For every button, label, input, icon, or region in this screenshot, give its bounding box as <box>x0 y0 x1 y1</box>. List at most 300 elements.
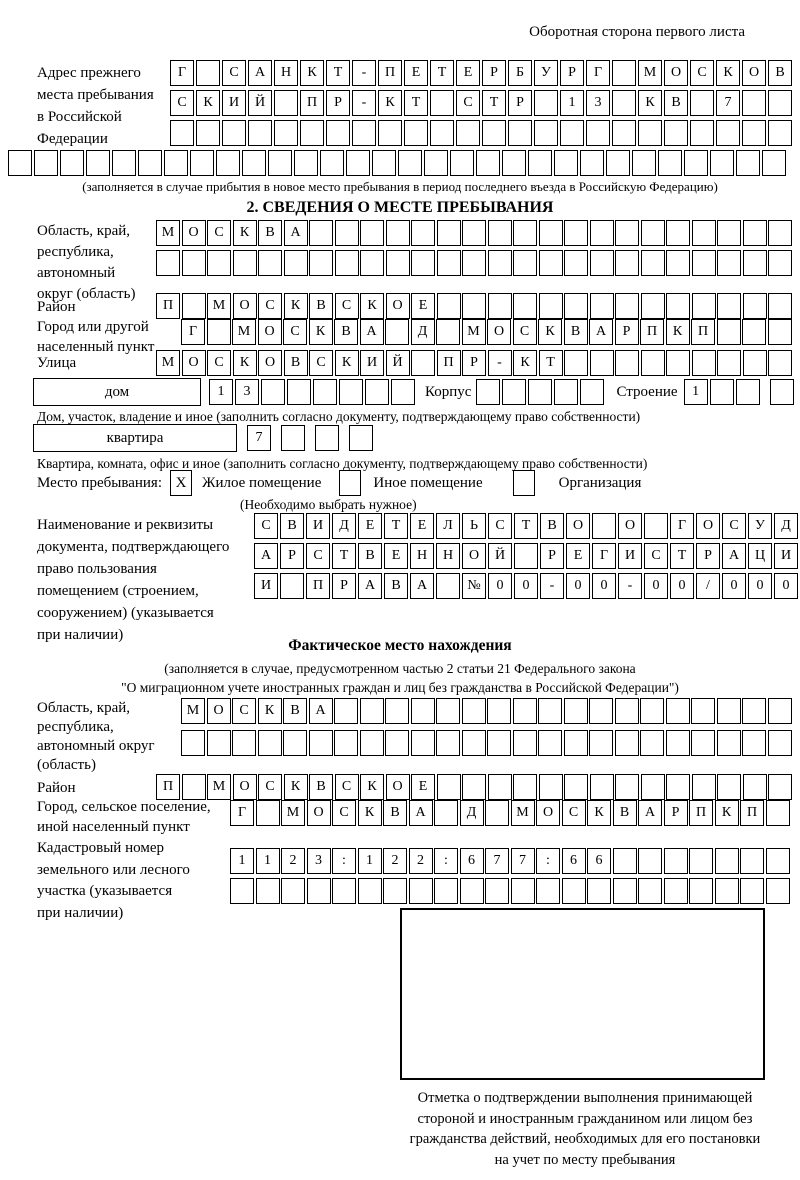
checkbox-organization[interactable] <box>513 470 535 496</box>
char-cell[interactable]: 1 <box>684 379 708 405</box>
char-cell[interactable]: В <box>283 698 307 724</box>
char-cell[interactable]: Е <box>566 543 590 569</box>
char-cell[interactable] <box>564 730 588 756</box>
char-cell[interactable] <box>450 150 474 176</box>
char-cell[interactable]: Г <box>230 800 254 826</box>
char-cell[interactable]: 1 <box>256 848 280 874</box>
char-cell[interactable] <box>613 848 637 874</box>
char-cell[interactable]: : <box>434 848 458 874</box>
char-cell[interactable]: Р <box>696 543 720 569</box>
char-cell[interactable]: М <box>207 293 231 319</box>
char-cell[interactable] <box>717 730 741 756</box>
char-cell[interactable]: С <box>513 319 537 345</box>
char-cell[interactable] <box>592 513 616 539</box>
char-cell[interactable] <box>274 90 298 116</box>
char-cell[interactable] <box>280 573 304 599</box>
char-cell[interactable] <box>482 120 506 146</box>
char-cell[interactable] <box>436 573 460 599</box>
char-cell[interactable]: Т <box>326 60 350 86</box>
char-cell[interactable]: Е <box>456 60 480 86</box>
char-cell[interactable] <box>437 220 461 246</box>
char-cell[interactable] <box>170 120 194 146</box>
char-cell[interactable]: А <box>248 60 272 86</box>
char-cell[interactable] <box>437 250 461 276</box>
char-cell[interactable] <box>34 150 58 176</box>
char-cell[interactable] <box>742 120 766 146</box>
char-cell[interactable]: Т <box>430 60 454 86</box>
char-cell[interactable]: С <box>258 293 282 319</box>
char-cell[interactable] <box>580 379 604 405</box>
char-cell[interactable] <box>590 220 614 246</box>
char-cell[interactable] <box>664 120 688 146</box>
char-cell[interactable] <box>638 120 662 146</box>
char-cell[interactable] <box>692 774 716 800</box>
char-cell[interactable] <box>513 293 537 319</box>
char-cell[interactable]: С <box>306 543 330 569</box>
char-cell[interactable] <box>365 379 389 405</box>
char-cell[interactable]: Ь <box>462 513 486 539</box>
char-cell[interactable]: Р <box>615 319 639 345</box>
char-cell[interactable]: 3 <box>235 379 259 405</box>
char-cell[interactable] <box>335 250 359 276</box>
char-cell[interactable]: Г <box>670 513 694 539</box>
char-cell[interactable]: О <box>258 319 282 345</box>
char-cell[interactable]: 0 <box>670 573 694 599</box>
char-cell[interactable] <box>717 293 741 319</box>
char-cell[interactable]: К <box>335 350 359 376</box>
char-cell[interactable]: 0 <box>592 573 616 599</box>
char-cell[interactable] <box>534 120 558 146</box>
char-cell[interactable] <box>768 120 792 146</box>
char-cell[interactable] <box>222 120 246 146</box>
char-cell[interactable] <box>398 150 422 176</box>
char-cell[interactable] <box>689 878 713 904</box>
char-cell[interactable]: А <box>638 800 662 826</box>
char-cell[interactable] <box>258 730 282 756</box>
char-cell[interactable] <box>742 698 766 724</box>
char-cell[interactable]: К <box>716 60 740 86</box>
char-cell[interactable] <box>613 878 637 904</box>
char-cell[interactable]: 1 <box>209 379 233 405</box>
char-cell[interactable]: Е <box>404 60 428 86</box>
char-cell[interactable]: К <box>300 60 324 86</box>
char-cell[interactable] <box>717 350 741 376</box>
char-cell[interactable]: Н <box>410 543 434 569</box>
char-cell[interactable] <box>232 730 256 756</box>
char-cell[interactable]: К <box>309 319 333 345</box>
char-cell[interactable] <box>334 698 358 724</box>
char-cell[interactable]: К <box>284 774 308 800</box>
char-cell[interactable]: У <box>534 60 558 86</box>
char-cell[interactable]: А <box>589 319 613 345</box>
char-cell[interactable]: К <box>666 319 690 345</box>
char-cell[interactable] <box>742 730 766 756</box>
char-cell[interactable]: И <box>774 543 798 569</box>
char-cell[interactable]: О <box>664 60 688 86</box>
char-cell[interactable] <box>346 150 370 176</box>
char-cell[interactable]: Е <box>384 543 408 569</box>
char-cell[interactable] <box>332 878 356 904</box>
char-cell[interactable] <box>424 150 448 176</box>
char-cell[interactable]: А <box>410 573 434 599</box>
char-cell[interactable]: 7 <box>247 425 271 451</box>
char-cell[interactable] <box>743 774 767 800</box>
char-cell[interactable] <box>538 698 562 724</box>
char-cell[interactable]: Г <box>586 60 610 86</box>
char-cell[interactable]: С <box>232 698 256 724</box>
char-cell[interactable]: 3 <box>586 90 610 116</box>
char-cell[interactable] <box>692 220 716 246</box>
char-cell[interactable]: 3 <box>307 848 331 874</box>
char-cell[interactable]: Р <box>462 350 486 376</box>
char-cell[interactable]: 0 <box>514 573 538 599</box>
char-cell[interactable] <box>360 730 384 756</box>
char-cell[interactable]: Р <box>560 60 584 86</box>
char-cell[interactable] <box>590 774 614 800</box>
char-cell[interactable]: К <box>258 698 282 724</box>
char-cell[interactable] <box>335 220 359 246</box>
char-cell[interactable]: Т <box>404 90 428 116</box>
char-cell[interactable]: К <box>233 350 257 376</box>
char-cell[interactable] <box>411 730 435 756</box>
char-cell[interactable]: В <box>383 800 407 826</box>
char-cell[interactable]: 7 <box>485 848 509 874</box>
char-cell[interactable]: Н <box>436 543 460 569</box>
char-cell[interactable]: - <box>352 90 376 116</box>
char-cell[interactable] <box>666 698 690 724</box>
char-cell[interactable] <box>207 319 231 345</box>
char-cell[interactable]: О <box>487 319 511 345</box>
char-cell[interactable] <box>207 730 231 756</box>
char-cell[interactable]: О <box>207 698 231 724</box>
char-cell[interactable] <box>385 698 409 724</box>
char-cell[interactable] <box>436 698 460 724</box>
char-cell[interactable] <box>554 379 578 405</box>
char-cell[interactable] <box>564 293 588 319</box>
char-cell[interactable]: Л <box>436 513 460 539</box>
char-cell[interactable] <box>487 730 511 756</box>
char-cell[interactable] <box>487 698 511 724</box>
char-cell[interactable] <box>230 878 254 904</box>
char-cell[interactable] <box>488 293 512 319</box>
char-cell[interactable]: В <box>540 513 564 539</box>
char-cell[interactable] <box>590 250 614 276</box>
char-cell[interactable] <box>283 730 307 756</box>
char-cell[interactable]: С <box>644 543 668 569</box>
char-cell[interactable] <box>268 150 292 176</box>
char-cell[interactable]: К <box>378 90 402 116</box>
char-cell[interactable]: И <box>306 513 330 539</box>
char-cell[interactable] <box>615 220 639 246</box>
char-cell[interactable]: Р <box>508 90 532 116</box>
char-cell[interactable] <box>488 774 512 800</box>
char-cell[interactable] <box>528 379 552 405</box>
char-cell[interactable]: О <box>307 800 331 826</box>
char-cell[interactable] <box>300 120 324 146</box>
char-cell[interactable]: А <box>360 319 384 345</box>
char-cell[interactable] <box>216 150 240 176</box>
char-cell[interactable] <box>513 250 537 276</box>
char-cell[interactable]: - <box>488 350 512 376</box>
char-cell[interactable] <box>740 848 764 874</box>
char-cell[interactable]: О <box>182 220 206 246</box>
char-cell[interactable] <box>156 250 180 276</box>
char-cell[interactable] <box>360 698 384 724</box>
char-cell[interactable] <box>196 120 220 146</box>
char-cell[interactable] <box>690 90 714 116</box>
char-cell[interactable]: С <box>335 293 359 319</box>
char-cell[interactable] <box>460 878 484 904</box>
char-cell[interactable] <box>437 774 461 800</box>
char-cell[interactable]: К <box>715 800 739 826</box>
char-cell[interactable]: А <box>254 543 278 569</box>
char-cell[interactable] <box>768 250 792 276</box>
char-cell[interactable]: 0 <box>748 573 772 599</box>
char-cell[interactable] <box>164 150 188 176</box>
char-cell[interactable] <box>589 730 613 756</box>
char-cell[interactable]: 6 <box>587 848 611 874</box>
char-cell[interactable] <box>434 800 458 826</box>
char-cell[interactable]: В <box>334 319 358 345</box>
char-cell[interactable]: М <box>156 350 180 376</box>
char-cell[interactable] <box>462 730 486 756</box>
char-cell[interactable] <box>691 730 715 756</box>
char-cell[interactable] <box>281 878 305 904</box>
char-cell[interactable]: П <box>689 800 713 826</box>
char-cell[interactable]: Р <box>482 60 506 86</box>
char-cell[interactable]: № <box>462 573 486 599</box>
char-cell[interactable]: Й <box>248 90 272 116</box>
char-cell[interactable]: П <box>306 573 330 599</box>
char-cell[interactable]: Т <box>482 90 506 116</box>
char-cell[interactable] <box>411 698 435 724</box>
char-cell[interactable] <box>502 379 526 405</box>
char-cell[interactable] <box>242 150 266 176</box>
char-cell[interactable] <box>462 293 486 319</box>
char-cell[interactable] <box>770 379 794 405</box>
char-cell[interactable] <box>274 120 298 146</box>
char-cell[interactable] <box>386 220 410 246</box>
char-cell[interactable]: Е <box>410 513 434 539</box>
char-cell[interactable] <box>564 220 588 246</box>
char-cell[interactable]: С <box>170 90 194 116</box>
char-cell[interactable] <box>284 250 308 276</box>
char-cell[interactable] <box>768 698 792 724</box>
char-cell[interactable]: В <box>384 573 408 599</box>
char-cell[interactable]: 0 <box>722 573 746 599</box>
char-cell[interactable] <box>736 379 760 405</box>
char-cell[interactable] <box>587 878 611 904</box>
char-cell[interactable]: К <box>284 293 308 319</box>
char-cell[interactable] <box>586 120 610 146</box>
char-cell[interactable] <box>536 878 560 904</box>
char-cell[interactable] <box>615 293 639 319</box>
char-cell[interactable]: П <box>437 350 461 376</box>
char-cell[interactable] <box>715 848 739 874</box>
char-cell[interactable] <box>513 698 537 724</box>
char-cell[interactable] <box>294 150 318 176</box>
char-cell[interactable]: В <box>664 90 688 116</box>
char-cell[interactable] <box>590 293 614 319</box>
char-cell[interactable]: О <box>462 543 486 569</box>
char-cell[interactable]: П <box>640 319 664 345</box>
char-cell[interactable] <box>562 878 586 904</box>
char-cell[interactable] <box>309 730 333 756</box>
char-cell[interactable] <box>349 425 373 451</box>
char-cell[interactable]: - <box>540 573 564 599</box>
char-cell[interactable] <box>740 878 764 904</box>
char-cell[interactable]: Й <box>386 350 410 376</box>
char-cell[interactable] <box>513 774 537 800</box>
char-cell[interactable] <box>564 250 588 276</box>
char-cell[interactable] <box>409 878 433 904</box>
char-cell[interactable]: П <box>156 293 180 319</box>
char-cell[interactable] <box>768 293 792 319</box>
char-cell[interactable] <box>766 848 790 874</box>
char-cell[interactable]: Д <box>460 800 484 826</box>
char-cell[interactable]: А <box>284 220 308 246</box>
char-cell[interactable]: Н <box>274 60 298 86</box>
char-cell[interactable]: - <box>352 60 376 86</box>
char-cell[interactable] <box>287 379 311 405</box>
char-cell[interactable]: С <box>207 220 231 246</box>
char-cell[interactable] <box>307 878 331 904</box>
char-cell[interactable] <box>385 319 409 345</box>
char-cell[interactable] <box>768 319 792 345</box>
char-cell[interactable] <box>320 150 344 176</box>
char-cell[interactable]: И <box>222 90 246 116</box>
char-cell[interactable]: В <box>358 543 382 569</box>
char-cell[interactable] <box>352 120 376 146</box>
char-cell[interactable]: О <box>742 60 766 86</box>
char-cell[interactable] <box>666 250 690 276</box>
char-cell[interactable] <box>360 220 384 246</box>
char-cell[interactable]: Т <box>514 513 538 539</box>
char-cell[interactable] <box>615 250 639 276</box>
char-cell[interactable] <box>766 878 790 904</box>
char-cell[interactable] <box>334 730 358 756</box>
char-cell[interactable] <box>612 60 636 86</box>
char-cell[interactable]: 7 <box>511 848 535 874</box>
char-cell[interactable] <box>456 120 480 146</box>
char-cell[interactable]: Р <box>540 543 564 569</box>
checkbox-other-premises[interactable] <box>339 470 361 496</box>
char-cell[interactable]: У <box>748 513 772 539</box>
char-cell[interactable] <box>511 878 535 904</box>
char-cell[interactable] <box>360 250 384 276</box>
char-cell[interactable] <box>386 250 410 276</box>
char-cell[interactable]: О <box>536 800 560 826</box>
char-cell[interactable]: С <box>207 350 231 376</box>
char-cell[interactable] <box>86 150 110 176</box>
char-cell[interactable] <box>339 379 363 405</box>
char-cell[interactable] <box>716 120 740 146</box>
char-cell[interactable] <box>462 698 486 724</box>
char-cell[interactable] <box>434 878 458 904</box>
char-cell[interactable]: В <box>309 293 333 319</box>
char-cell[interactable] <box>430 120 454 146</box>
char-cell[interactable] <box>513 220 537 246</box>
char-cell[interactable] <box>632 150 656 176</box>
char-cell[interactable]: А <box>722 543 746 569</box>
char-cell[interactable] <box>404 120 428 146</box>
char-cell[interactable]: К <box>360 774 384 800</box>
char-cell[interactable] <box>641 350 665 376</box>
char-cell[interactable] <box>640 730 664 756</box>
char-cell[interactable] <box>313 379 337 405</box>
char-cell[interactable] <box>612 120 636 146</box>
char-cell[interactable] <box>258 250 282 276</box>
char-cell[interactable] <box>666 220 690 246</box>
char-cell[interactable]: 7 <box>716 90 740 116</box>
char-cell[interactable] <box>743 350 767 376</box>
char-cell[interactable]: Т <box>384 513 408 539</box>
char-cell[interactable] <box>182 250 206 276</box>
char-cell[interactable]: О <box>566 513 590 539</box>
char-cell[interactable] <box>768 774 792 800</box>
char-cell[interactable] <box>60 150 84 176</box>
char-cell[interactable] <box>372 150 396 176</box>
char-cell[interactable]: П <box>740 800 764 826</box>
char-cell[interactable] <box>534 90 558 116</box>
char-cell[interactable] <box>641 774 665 800</box>
char-cell[interactable]: Г <box>170 60 194 86</box>
char-cell[interactable] <box>261 379 285 405</box>
char-cell[interactable]: 0 <box>774 573 798 599</box>
char-cell[interactable]: О <box>696 513 720 539</box>
char-cell[interactable] <box>411 220 435 246</box>
char-cell[interactable] <box>190 150 214 176</box>
char-cell[interactable]: Г <box>592 543 616 569</box>
char-cell[interactable] <box>560 120 584 146</box>
char-cell[interactable]: Е <box>411 774 435 800</box>
char-cell[interactable]: П <box>300 90 324 116</box>
char-cell[interactable]: С <box>258 774 282 800</box>
char-cell[interactable]: В <box>564 319 588 345</box>
char-cell[interactable]: В <box>309 774 333 800</box>
char-cell[interactable]: Ц <box>748 543 772 569</box>
char-cell[interactable] <box>564 698 588 724</box>
char-cell[interactable]: И <box>360 350 384 376</box>
char-cell[interactable]: О <box>182 350 206 376</box>
char-cell[interactable]: О <box>386 293 410 319</box>
char-cell[interactable] <box>564 774 588 800</box>
char-cell[interactable]: 1 <box>560 90 584 116</box>
char-cell[interactable] <box>742 90 766 116</box>
char-cell[interactable]: С <box>283 319 307 345</box>
char-cell[interactable]: Д <box>332 513 356 539</box>
char-cell[interactable] <box>615 698 639 724</box>
char-cell[interactable]: П <box>156 774 180 800</box>
char-cell[interactable]: Г <box>181 319 205 345</box>
char-cell[interactable] <box>766 800 790 826</box>
char-cell[interactable]: 0 <box>488 573 512 599</box>
char-cell[interactable]: И <box>618 543 642 569</box>
char-cell[interactable]: С <box>309 350 333 376</box>
char-cell[interactable] <box>538 730 562 756</box>
char-cell[interactable] <box>768 220 792 246</box>
char-cell[interactable] <box>715 878 739 904</box>
char-cell[interactable] <box>181 730 205 756</box>
char-cell[interactable] <box>326 120 350 146</box>
char-cell[interactable] <box>666 730 690 756</box>
char-cell[interactable] <box>281 425 305 451</box>
char-cell[interactable] <box>762 150 786 176</box>
char-cell[interactable] <box>664 848 688 874</box>
char-cell[interactable]: Й <box>488 543 512 569</box>
char-cell[interactable]: Р <box>326 90 350 116</box>
char-cell[interactable] <box>606 150 630 176</box>
